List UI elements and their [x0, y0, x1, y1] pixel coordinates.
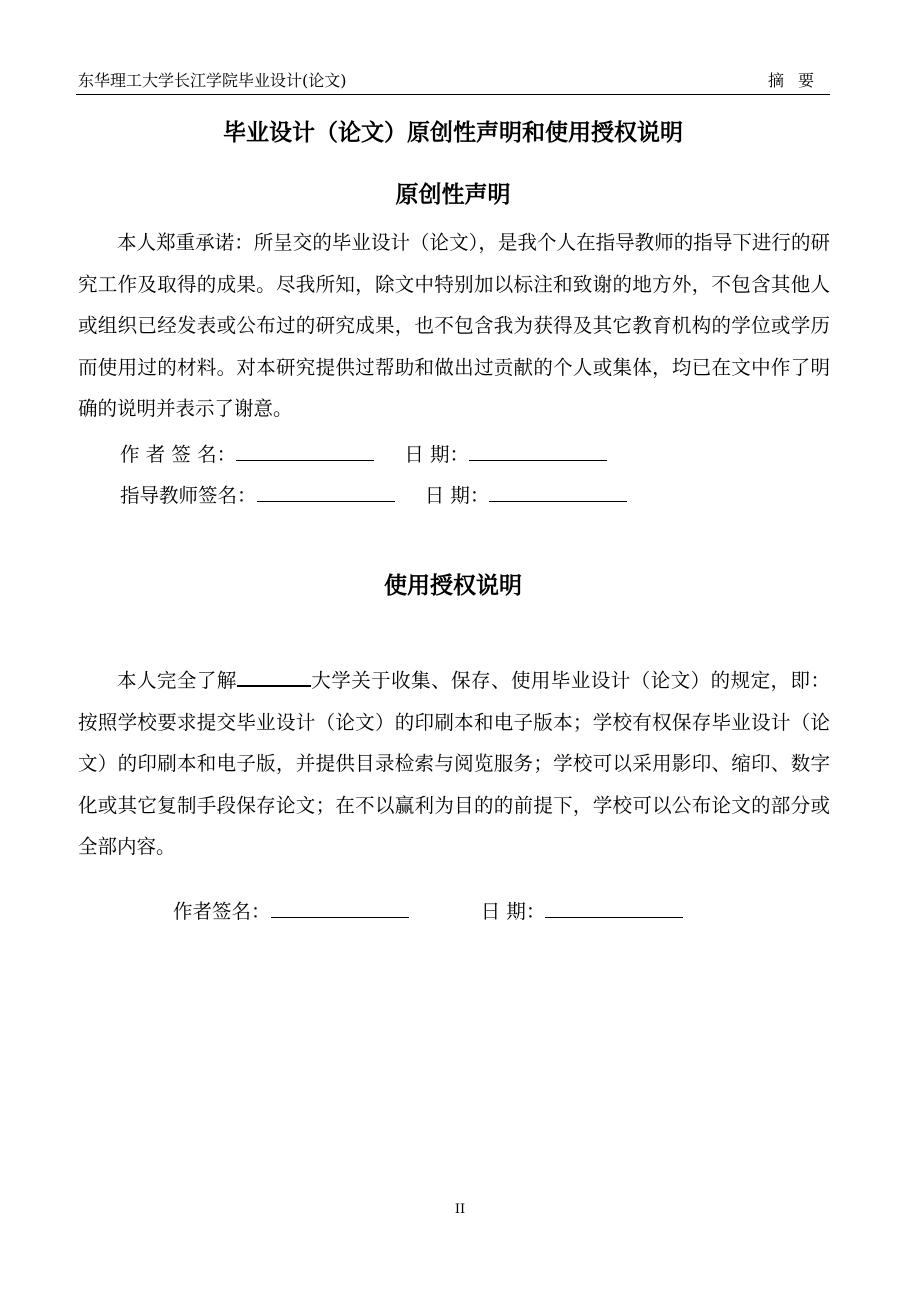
author-date-label: 日 期：: [404, 443, 470, 466]
authorization-date-blank[interactable]: [545, 897, 683, 918]
authorization-heading: 使用授权说明: [384, 573, 522, 599]
page-number: II: [454, 1202, 466, 1217]
supervisor-signature-row: [120, 481, 627, 510]
running-header: [76, 70, 830, 95]
header-institution: 东华理工大学长江学院毕业设计(论文): [78, 71, 347, 90]
author-signature-blank[interactable]: [236, 440, 374, 461]
supervisor-signature-label: 指导教师签名：: [120, 484, 257, 507]
authorization-statement: [78, 660, 830, 868]
authorization-text-rest: 大学关于收集、保存、使用毕业设计（论文）的规定，即：按照学校要求提交毕业设计（论文）的印刷本和电子版本；学校有权保存毕业设计（论文）的印刷本和电子版，并提供目录检索与阅览服务；学校可以采用影印、缩印、数字化或其它复制手段保存论文；在不以赢利为目的的前提下，学校可以公布论文的部分或全部内容。: [78, 669, 830, 859]
author-signature-row: [120, 440, 607, 469]
originality-heading: 原创性声明: [395, 182, 511, 208]
authorization-author-blank[interactable]: [271, 897, 409, 918]
author-date-blank[interactable]: [469, 440, 607, 461]
authorization-date-label: 日 期：: [480, 900, 546, 923]
authorization-text-start: 本人完全了解: [117, 669, 237, 692]
originality-statement: 本人郑重承诺：所呈交的毕业设计（论文），是我个人在指导教师的指导下进行的研究工作及取得的成果。尽我所知，除文中特别加以标注和致谢的地方外，不包含其他人或组织已经发表或公布过的研究成果，也不包含我为获得及其它教育机构的学位或学历而使用过的材料。对本研究提供过帮助和做出过贡献的个人或集体，均已在文中作了明确的说明并表示了谢意。: [78, 231, 830, 421]
author-signature-label: 作 者 签 名：: [120, 443, 237, 466]
university-name-blank[interactable]: [237, 667, 311, 687]
header-section: 摘要: [767, 71, 828, 90]
authorization-author-label: 作者签名：: [173, 900, 271, 923]
document-title: 毕业设计（论文）原创性声明和使用授权说明: [223, 120, 683, 146]
authorization-signature-row: [173, 897, 683, 926]
supervisor-date-label: 日 期：: [424, 484, 490, 507]
supervisor-date-blank[interactable]: [489, 481, 627, 502]
supervisor-signature-blank[interactable]: [257, 481, 395, 502]
